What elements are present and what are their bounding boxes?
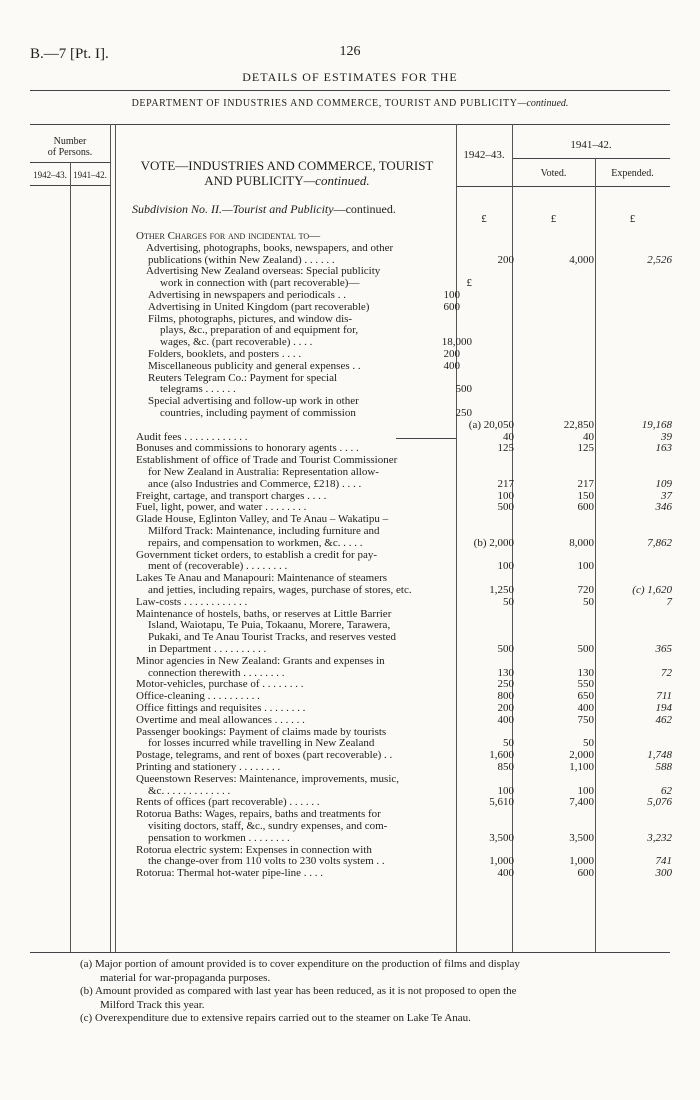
- line-item-text: Postage, telegrams, and rent of boxes (part recoverable) . .: [136, 749, 393, 762]
- vote-title-line1: VOTE—INDUSTRIES AND COMMERCE, TOURIST: [140, 158, 434, 173]
- line-item-text: Special advertising and follow-up work in other: [148, 395, 359, 408]
- estimate-amount: 400: [497, 713, 514, 726]
- line-item-text: Government ticket orders, to establish a credit for pay-: [136, 548, 378, 561]
- line-item-text: Fuel, light, power, and water . . . . . . . .: [136, 501, 307, 514]
- voted-amount: 500: [577, 643, 594, 655]
- voted-amount: 50: [583, 595, 594, 608]
- line-item: [136, 525, 466, 537]
- table-top-rule: [30, 124, 670, 125]
- line-item-text: Printing and stationery . . . . . . . .: [136, 761, 281, 773]
- line-item-text: Minor agencies in New Zealand: Grants and expenses in: [136, 654, 385, 667]
- estimate-amount: 1,000: [489, 855, 514, 868]
- line-item-text: Audit fees . . . . . . . . . . . .: [136, 430, 248, 443]
- line-item-text: repairs, and compensation to workmen, &c. . . . .: [148, 536, 363, 549]
- line-item-text: ance (also Industries and Commerce, £218) . . . .: [148, 477, 362, 490]
- estimate-amount: 200: [497, 253, 514, 266]
- line-item-text: for losses incurred while travelling in New Zealand: [148, 737, 375, 750]
- line-item: [136, 431, 454, 443]
- vote-title-line2: [122, 173, 452, 188]
- estimate-amount: 500: [497, 643, 514, 655]
- persons-year-2: 1941–42.: [73, 170, 107, 180]
- estimate-amount: 100: [497, 784, 514, 797]
- unit-estimate: £: [481, 213, 487, 225]
- expended-amount: 19,168: [641, 418, 672, 431]
- line-item: [136, 773, 454, 785]
- expended-amount: 39: [661, 430, 672, 443]
- line-item-text: telegrams . . . . . .: [160, 383, 236, 396]
- line-item: [136, 560, 466, 572]
- voted-amount: 750: [577, 713, 594, 726]
- voted-amount: 100: [577, 560, 594, 573]
- footnote: material for war-propaganda purposes.: [100, 971, 271, 984]
- amount-head-rule: [456, 186, 670, 187]
- line-item-text: Advertising in United Kingdom (part recoverable): [148, 300, 370, 313]
- line-item: [136, 360, 466, 372]
- estimate-amount: 125: [497, 442, 514, 455]
- vote-title-line2-text: AND PUBLICITY: [204, 173, 304, 188]
- line-item-text: Rotorua Baths: Wages, repairs, baths and treatments for: [136, 808, 381, 821]
- persons-heading: [30, 136, 110, 158]
- footnote: Milford Track this year.: [100, 998, 205, 1011]
- line-item: [136, 572, 454, 584]
- expended-amount: 300: [655, 867, 672, 880]
- footnote: (b) Amount provided as compared with last year has been reduced, as it is not proposed to open the: [80, 985, 517, 997]
- line-item-text: ment of (recoverable) . . . . . . . .: [148, 560, 288, 573]
- line-item: [136, 867, 454, 879]
- line-item: [136, 844, 454, 856]
- estimate-amount: 1,600: [489, 749, 514, 762]
- voted-amount: 2,000: [569, 749, 594, 762]
- line-item: [136, 372, 466, 384]
- expended-amount: 7: [666, 595, 672, 608]
- line-item: [136, 407, 478, 419]
- line-item: [136, 749, 454, 761]
- line-item: [136, 785, 466, 797]
- line-item-text: plays, &c., preparation of and equipment for,: [160, 324, 359, 337]
- unit-voted: £: [550, 213, 557, 225]
- estimate-amount: 200: [497, 702, 514, 714]
- sub-item-amount: 600: [443, 300, 460, 313]
- line-item: [136, 265, 464, 277]
- expended-amount: 163: [655, 442, 672, 455]
- voted-amount: 4,000: [569, 253, 594, 266]
- estimate-amount: 40: [503, 430, 514, 443]
- line-item-text: and jetties, including repairs, wages, purchase of stores, etc.: [148, 584, 412, 596]
- estimate-amount: (a) 20,050: [468, 418, 514, 431]
- line-item: [136, 808, 454, 820]
- expended-amount: 5,076: [647, 796, 672, 809]
- line-item: [136, 289, 466, 301]
- line-item-text: Bonuses and commissions to honorary agents . . . .: [136, 442, 359, 455]
- voted-amount: 600: [577, 501, 594, 514]
- table-bottom-rule: [30, 952, 670, 953]
- voted-amount: 22,850: [563, 418, 594, 431]
- line-item: [136, 478, 466, 490]
- line-item-text: Rotorua: Thermal hot-water pipe-line . . . .: [136, 867, 324, 880]
- estimate-amount: 400: [497, 867, 514, 880]
- line-item: [136, 537, 466, 549]
- line-item-text: Milford Track: Maintenance, including furniture and: [148, 525, 380, 537]
- expended-amount: 346: [655, 501, 672, 514]
- sub-item-amount: 250: [455, 407, 472, 419]
- line-item: [136, 584, 466, 596]
- line-item: [136, 643, 466, 655]
- line-item: [136, 254, 466, 266]
- subdivision-suffix: —continued.: [333, 202, 396, 216]
- sub-item-amount: 500: [455, 383, 472, 396]
- line-item: [136, 761, 454, 773]
- estimate-amount: 850: [497, 761, 514, 773]
- expended-amount: 1,748: [647, 749, 672, 762]
- expended-amount: 588: [655, 761, 672, 773]
- estimate-heading: 1942–43.: [463, 149, 505, 161]
- line-item: [136, 832, 466, 844]
- line-item-text: Maintenance of hostels, baths, or reserves at Little Barrier: [136, 607, 392, 620]
- line-item-text: Law-costs . . . . . . . . . . . .: [136, 595, 248, 608]
- line-item: [136, 726, 454, 738]
- line-item-text: Rotorua electric system: Expenses in connection with: [136, 843, 372, 856]
- line-item: [136, 466, 466, 478]
- expended-amount: 462: [655, 713, 672, 726]
- line-item: [136, 631, 466, 643]
- estimate-amount: 3,500: [489, 831, 514, 844]
- persons-heading-top: Number: [53, 136, 87, 147]
- estimate-amount: (b) 2,000: [473, 536, 514, 549]
- page-title: DETAILS OF ESTIMATES FOR THE: [242, 70, 458, 84]
- line-item-text: Advertising New Zealand overseas: Special publicity: [146, 265, 381, 278]
- header-rule: [30, 90, 670, 91]
- department-title: [0, 98, 700, 109]
- line-item-text: Island, Waiotapu, Te Puia, Tokaanu, Morere, Tarawera,: [148, 619, 391, 632]
- line-item-text: Pukaki, and Te Anau Tourist Tracks, and reserves vested: [148, 631, 396, 644]
- expended-amount: 109: [655, 477, 672, 490]
- sub-item-amount: 100: [443, 289, 460, 301]
- line-item-text: Motor-vehicles, purchase of . . . . . . . .: [136, 678, 304, 691]
- line-item: [136, 702, 454, 714]
- estimate-amount: 500: [497, 501, 514, 514]
- line-item-text: Office fittings and requisites . . . . . . . .: [136, 702, 306, 714]
- line-item-text: &c. . . . . . . . . . . . .: [148, 784, 231, 797]
- line-item-text: Establishment of office of Trade and Tourist Commissioner: [136, 454, 398, 467]
- vote-title: [122, 158, 452, 188]
- line-item-text: Overtime and meal allowances . . . . . .: [136, 713, 305, 726]
- expended-amount: 741: [655, 855, 672, 868]
- line-item: [136, 336, 478, 348]
- line-item: [136, 608, 454, 620]
- persons-column-rule-2: [115, 124, 116, 952]
- page-number: 126: [339, 44, 361, 59]
- line-item: [136, 655, 454, 667]
- expended-amount: 2,526: [647, 253, 672, 266]
- line-item: [136, 301, 466, 313]
- line-item-text: pensation to workmen . . . . . . . .: [148, 831, 290, 844]
- line-item-text: Reuters Telegram Co.: Payment for special: [148, 371, 338, 384]
- voted-amount: 50: [583, 737, 594, 750]
- voted-amount: 1,100: [569, 761, 594, 773]
- line-item-text: wages, &c. (part recoverable) . . . .: [160, 336, 313, 349]
- line-item-text: Glade House, Eglinton Valley, and Te Anau – Wakatipu –: [136, 513, 389, 526]
- line-item-text: Advertising, photographs, books, newspapers, and other: [146, 241, 394, 254]
- line-item-text: Folders, booklets, and posters . . . .: [148, 348, 302, 360]
- line-item-text: the change-over from 110 volts to 230 volts system . .: [148, 855, 385, 868]
- estimate-amount: 800: [497, 690, 514, 703]
- sub-item-amount: 400: [443, 359, 460, 372]
- footnote: (c) Overexpenditure due to extensive repairs carried out to the steamer on Lake Te Anau.: [80, 1012, 471, 1024]
- line-item-text: Advertising in newspapers and periodicals . .: [148, 289, 346, 301]
- persons-column-rule: [110, 124, 111, 952]
- voted-amount: 217: [577, 477, 594, 490]
- line-item: [136, 348, 466, 360]
- line-item-text: Office-cleaning . . . . . . . . . .: [136, 690, 260, 703]
- prev-year-rule: [512, 158, 670, 159]
- line-item-text: Other Charges for and incidental to—: [136, 230, 321, 242]
- line-item: [136, 501, 454, 513]
- previous-year-heading: 1941–42.: [570, 139, 612, 151]
- line-item-text: Freight, cartage, and transport charges . . . .: [136, 489, 327, 502]
- line-item: [136, 596, 454, 608]
- expended-column-rule: [595, 158, 596, 952]
- line-item-text: Queenstown Reserves: Maintenance, improvements, music,: [136, 772, 400, 785]
- line-item: [136, 324, 478, 336]
- line-item-text: Rents of offices (part recoverable) . . . . . .: [136, 796, 320, 809]
- vote-title-suffix: —continued.: [303, 173, 370, 188]
- expended-amount: 3,232: [647, 831, 672, 844]
- line-item: [136, 454, 454, 466]
- line-item-text: Films, photographs, pictures, and window dis-: [148, 312, 353, 325]
- footnote: (a) Major portion of amount provided is to cover expenditure on the production of films and display: [80, 958, 520, 970]
- expended-heading: Expended.: [611, 168, 654, 179]
- line-item: [136, 855, 466, 867]
- unit-expended: £: [629, 213, 636, 225]
- estimate-amount: 250: [497, 678, 514, 691]
- subdivision-heading: [132, 202, 396, 217]
- sub-item-amount: £: [466, 277, 472, 290]
- line-item-text: Miscellaneous publicity and general expenses . .: [148, 359, 361, 372]
- line-item: [136, 678, 454, 690]
- voted-amount: 7,400: [569, 796, 594, 809]
- estimate-amount: 50: [503, 737, 514, 750]
- expended-amount: 72: [661, 666, 672, 679]
- voted-amount: 130: [577, 666, 594, 679]
- line-item: [136, 383, 478, 395]
- line-item-text: connection therewith . . . . . . . .: [148, 666, 285, 679]
- sub-item-amount: 200: [443, 348, 460, 360]
- line-item: [136, 242, 464, 254]
- expended-amount: 711: [656, 690, 672, 703]
- line-item: [136, 690, 454, 702]
- voted-amount: 100: [577, 784, 594, 797]
- line-item: [136, 490, 454, 502]
- line-item: [136, 820, 466, 832]
- persons-divider: [70, 162, 71, 952]
- line-item-text: Lakes Te Anau and Manapouri: Maintenance of steamers: [136, 572, 388, 585]
- line-item: [136, 737, 466, 749]
- persons-heading-bottom: of Persons.: [47, 147, 93, 158]
- document-reference: B.—7 [Pt. I].: [30, 46, 109, 62]
- expended-amount: (c) 1,620: [632, 584, 672, 596]
- department-name: DEPARTMENT OF INDUSTRIES AND COMMERCE, TOURIST AND PUBLICITY: [131, 98, 518, 109]
- estimate-amount: 100: [497, 489, 514, 502]
- voted-amount: 720: [577, 584, 594, 596]
- estimate-amount: 50: [503, 595, 514, 608]
- expended-amount: 194: [655, 702, 672, 714]
- line-item: [136, 714, 454, 726]
- sub-item-amount: 18,000: [441, 336, 472, 349]
- voted-amount: 40: [583, 430, 594, 443]
- expended-amount: 62: [661, 784, 672, 797]
- voted-amount: 8,000: [569, 536, 594, 549]
- line-item: [136, 619, 466, 631]
- voted-heading: Voted.: [540, 168, 567, 179]
- voted-amount: 1,000: [569, 855, 594, 868]
- expended-amount: 365: [655, 643, 672, 655]
- line-item-text: Passenger bookings: Payment of claims made by tourists: [136, 725, 387, 738]
- line-item: [136, 796, 454, 808]
- line-item-text: in Department . . . . . . . . . .: [148, 643, 267, 655]
- line-item-text: for New Zealand in Australia: Representation allow-: [148, 466, 379, 478]
- persons-year-1: 1942–43.: [33, 170, 67, 180]
- estimate-amount: 1,250: [489, 584, 514, 596]
- line-item-text: countries, including payment of commission: [160, 407, 356, 419]
- line-item: [136, 513, 454, 525]
- voted-amount: 600: [577, 867, 594, 880]
- voted-amount: 125: [577, 442, 594, 455]
- voted-amount: 3,500: [569, 831, 594, 844]
- line-item-text: visiting doctors, staff, &c., sundry expenses, and com-: [148, 820, 388, 832]
- estimate-amount: 5,610: [489, 796, 514, 809]
- estimate-amount: 217: [497, 477, 514, 490]
- estimate-amount: 130: [497, 666, 514, 679]
- department-suffix: —continued.: [517, 98, 569, 109]
- line-item: [136, 442, 454, 454]
- line-item: [136, 230, 454, 242]
- voted-amount: 150: [577, 489, 594, 502]
- line-item-text: publications (within New Zealand) . . . . . .: [148, 253, 335, 266]
- line-item: [136, 395, 466, 407]
- expended-amount: 37: [661, 489, 672, 502]
- line-item: [136, 277, 478, 289]
- voted-amount: 550: [577, 678, 594, 691]
- line-item: [136, 549, 454, 561]
- line-item-text: work in connection with (part recoverable)—: [160, 277, 360, 290]
- expended-amount: 7,862: [647, 536, 672, 549]
- voted-amount: 400: [577, 702, 594, 714]
- estimate-amount: 100: [497, 560, 514, 573]
- line-item: [136, 313, 466, 325]
- line-item: [136, 667, 466, 679]
- subdivision-text: Subdivision No. II.—Tourist and Publicity: [132, 202, 334, 216]
- voted-amount: 650: [577, 690, 594, 703]
